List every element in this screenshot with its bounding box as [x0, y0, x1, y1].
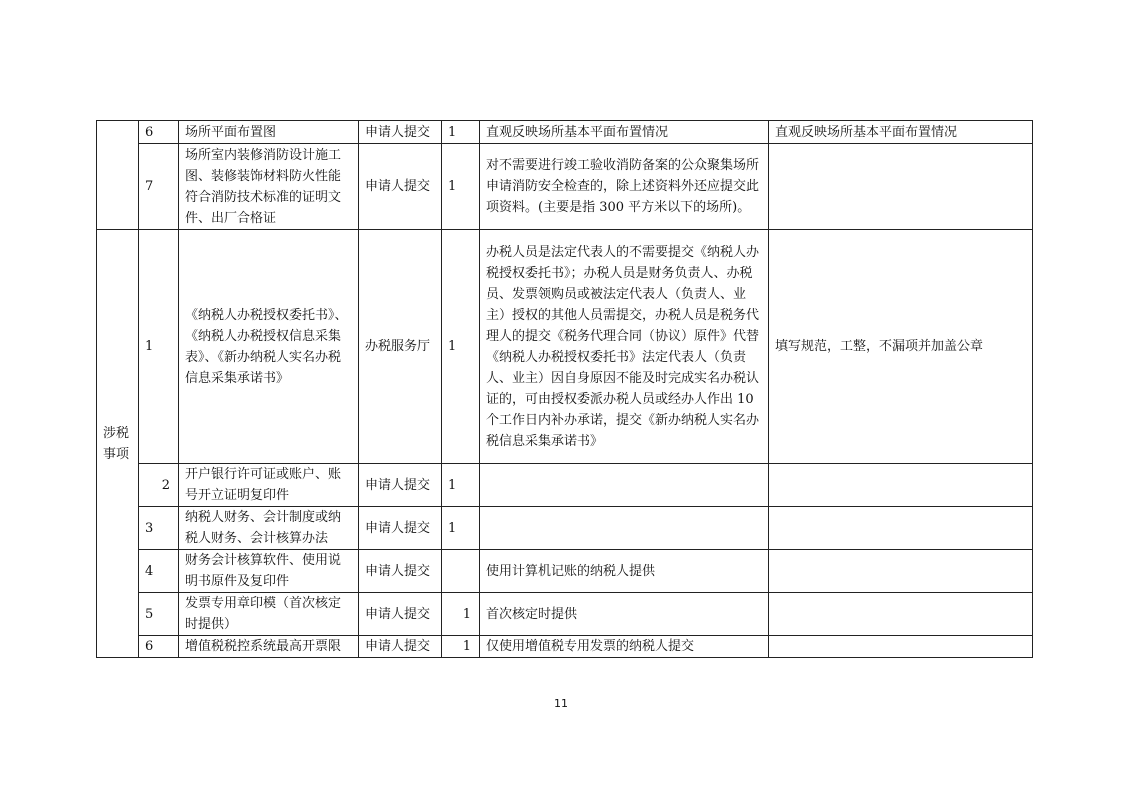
source-cell: 申请人提交	[359, 144, 442, 230]
document-name: 增值税税控系统最高开票限	[179, 636, 359, 658]
category-cell	[97, 121, 139, 230]
category-tax	[97, 230, 139, 658]
row-number: 5	[139, 593, 179, 636]
document-name: 财务会计核算软件、使用说明书原件及复印件	[179, 550, 359, 593]
document-name: 发票专用章印模（首次核定时提供）	[179, 593, 359, 636]
source-cell: 申请人提交	[359, 121, 442, 144]
standard-cell: 直观反映场所基本平面布置情况	[769, 121, 1033, 144]
document-name: 纳税人财务、会计制度或纳税人财务、会计核算办法	[179, 507, 359, 550]
standard-cell	[769, 144, 1033, 230]
page-number: 11	[554, 697, 568, 710]
note-cell: 办税人员是法定代表人的不需要提交《纳税人办税授权委托书》；办税人员是财务负责人、办税员、发票领购员或被法定代表人（负责人、业主）授权的其他人员需提交，办税人员是税务代理人的提交《税务代理合同（协议）原件》代替《纳税人办税授权委托书》法定代表人（负责人、业主）因自身原因不能及时完成实名办税认证的，可由授权委派办税人员或经办人作出 10 个工作日内补办承诺，提交《新办纳税人实名办税信息采集承诺书》	[480, 230, 769, 464]
standard-cell	[769, 636, 1033, 658]
row-number: 6	[139, 121, 179, 144]
note-cell	[480, 507, 769, 550]
note-cell: 首次核定时提供	[480, 593, 769, 636]
document-name: 场所平面布置图	[179, 121, 359, 144]
source-cell: 申请人提交	[359, 593, 442, 636]
quantity-cell: 1	[442, 636, 480, 658]
note-cell: 对不需要进行竣工验收消防备案的公众聚集场所申请消防安全检查的，除上述资料外还应提交此项资料。(主要是指 300 平方米以下的场所)。	[480, 144, 769, 230]
materials-table	[96, 120, 1033, 658]
table-row	[97, 593, 1033, 636]
row-number: 6	[139, 636, 179, 658]
table-row	[97, 507, 1033, 550]
table-row	[97, 550, 1033, 593]
table-row	[97, 144, 1033, 230]
quantity-cell: 1	[442, 144, 480, 230]
quantity-cell: 1	[442, 230, 480, 464]
category-label: 涉税事项	[103, 425, 130, 462]
table-row	[97, 121, 1033, 144]
table-row	[97, 230, 1033, 464]
standard-cell: 填写规范，工整，不漏项并加盖公章	[769, 230, 1033, 464]
standard-cell	[769, 507, 1033, 550]
quantity-cell: 1	[442, 507, 480, 550]
source-cell: 申请人提交	[359, 636, 442, 658]
quantity-cell: 1	[442, 464, 480, 507]
row-number: 7	[139, 144, 179, 230]
standard-cell	[769, 464, 1033, 507]
table-row	[97, 636, 1033, 658]
note-cell: 仅使用增值税专用发票的纳税人提交	[480, 636, 769, 658]
quantity-cell: 1	[442, 593, 480, 636]
document-name: 开户银行许可证或账户、账号开立证明复印件	[179, 464, 359, 507]
quantity-cell	[442, 550, 480, 593]
source-cell: 申请人提交	[359, 507, 442, 550]
row-number: 3	[139, 507, 179, 550]
row-number: 1	[139, 230, 179, 464]
source-cell: 办税服务厅	[359, 230, 442, 464]
table-row	[97, 464, 1033, 507]
source-cell: 申请人提交	[359, 464, 442, 507]
document-name: 《纳税人办税授权委托书》、《纳税人办税授权信息采集表》、《新办纳税人实名办税信息采集承诺书》	[179, 230, 359, 464]
document-name: 场所室内装修消防设计施工图、装修装饰材料防火性能符合消防技术标准的证明文件、出厂合格证	[179, 144, 359, 230]
row-number: 4	[139, 550, 179, 593]
row-number: 2	[139, 464, 179, 507]
standard-cell	[769, 593, 1033, 636]
note-cell	[480, 464, 769, 507]
quantity-cell: 1	[442, 121, 480, 144]
standard-cell	[769, 550, 1033, 593]
note-cell: 直观反映场所基本平面布置情况	[480, 121, 769, 144]
source-cell: 申请人提交	[359, 550, 442, 593]
note-cell: 使用计算机记账的纳税人提供	[480, 550, 769, 593]
